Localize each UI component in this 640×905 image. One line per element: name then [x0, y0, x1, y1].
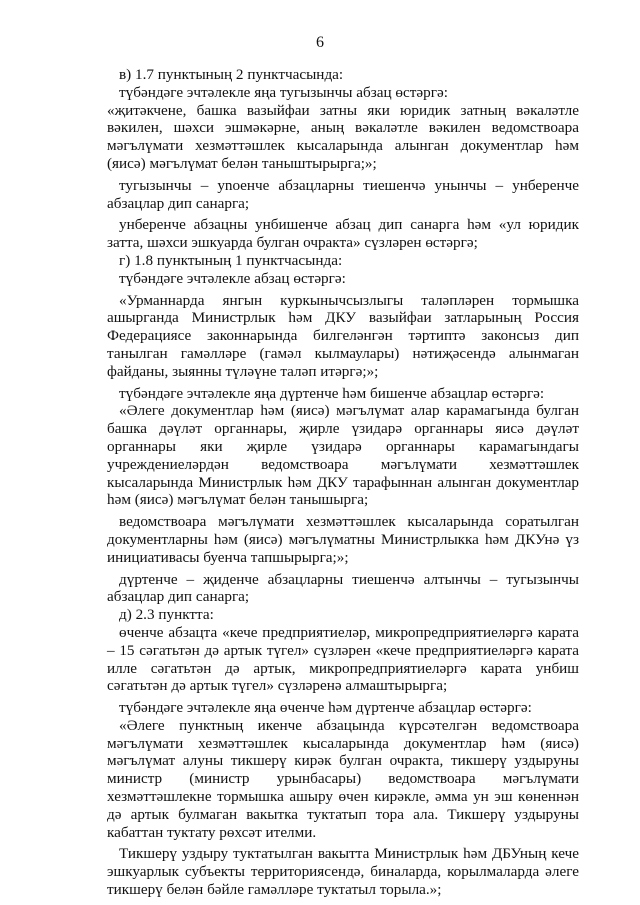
- paragraph-4: тугызынчы – уnoенче абзацларны тиешенчә унынчы – унберенче абзацлар дип санарга;: [107, 176, 579, 212]
- document-body: [107, 66, 579, 899]
- paragraph-13: д) 2.3 пунктта:: [119, 606, 214, 624]
- paragraph-6: г) 1.8 пунктының 1 пунктчасында:: [119, 251, 343, 269]
- paragraph-1: в) 1.7 пунктының 2 пунктчасында:: [119, 66, 344, 83]
- paragraph-2: түбәндәге эчтәлекле яңа тугызынчы абзац өстәргә:: [119, 83, 448, 101]
- paragraph-14: өченче абзацта «кече предприятиеләр, микропредприятиеләргә карата – 15 сәгатьтән дә артык түгел» сүзләрен «кече предприятиеләргә карата илле сәгатьтән дә артык, микропредприятиеләргә карата унбиш сәгатьтән дә артык түгел» сүзләренә алмаштырырга;: [107, 623, 579, 695]
- paragraph-7: түбәндәге эчтәлекле абзац өстәргә:: [119, 269, 346, 287]
- paragraph-10: «Әлеге документлар һәм (яисә) мәгълүмат алар карамагында булган башка дәүләт органнары, җирле үзидарә органнары яисә дәүләт органнары яки җирле үзидарә органнары карамагындагы учреждениеләрдән ведомствоара мәгълүмати хезмәттәшлек кысаларында Министрлык һәм ДКУ тарафыннан алынган документлар һәм (яисә) мәгълүмат белән танышырга;: [107, 402, 579, 509]
- paragraph-16: «Әлеге пунктның икенче абзацында күрсәтелгән ведомствоара мәгълүмати хезмәттәшлек кысаларында документлар һәм (яисә) мәгълүмат алуны тикшерү кирәк булган очракта, тикшерү уздыруны министр (министр урынбасары) ведомствоара мәгълүмати хезмәттәшлекне тормышка ашыру өчен кирәкле, әмма ун эш көненнән дә артык булмаган вакытка туктатып тора ала. Тикшерү уздыруны кабаттан туктату рөхсәт ителми.: [107, 716, 579, 841]
- paragraph-11: ведомствоара мәгълүмати хезмәттәшлек кысаларында соратылган документларны һәм (яисә) мәгълүматны Министрлыкка һәм ДКУнә үз инициативасы буенча тапшырырга;»;: [107, 513, 579, 566]
- paragraph-12: дүртенче – җиденче абзацларны тиешенчә алтынчы – тугызынчы абзацлар дип санарга;: [107, 570, 579, 606]
- paragraph-9: түбәндәге эчтәлекле яңа дүртенче һәм бишенче абзацлар өстәргә:: [119, 384, 545, 402]
- paragraph-8: «Урманнарда янгын куркынычсызлыгы таләпләрен тормышка ашырганда Министрлык һәм ДКУ вазыйфаи затларының Россия Федерациясе законнарында билгеләнгән тәртиптә законсыз дип танылган гамәлләре (гамәл кылмаулары) нәтиҗәсендә алынмаган файданы, зыянны түләүне таләп итәргә;»;: [107, 291, 579, 380]
- paragraph-15: түбәндәге эчтәлекле яңа өченче һәм дүртенче абзацлар өстәргә:: [119, 699, 532, 717]
- paragraph-17: Тикшерү уздыру туктатылган вакытта Министрлык һәм ДБУның кече эшкуарлык субъекты территориясендә, биналарда, корылмаларда әлеге тикшерү белән бәйле гамәлләре туктатыл торыла.»;: [107, 845, 579, 899]
- paragraph-5: унберенче абзацны унбишенче абзац дип санарга һәм «ул юридик затта, шәхси эшкуарда булган очракта» сүзләрен өстәргә;: [107, 216, 579, 252]
- paragraph-3: «җитәкчене, башка вазыйфаи затны яки юридик затның вәкаләтле вәкилен, шәхси эшмәкәрне, аның вәкаләтле вәкилен ведомствоара мәгълүмати хезмәттәшлек кысаларында алынган документлар һәм (яисә) мәгълүмат белән таныштырырга;»;: [107, 101, 579, 172]
- page-number: 6: [316, 34, 324, 51]
